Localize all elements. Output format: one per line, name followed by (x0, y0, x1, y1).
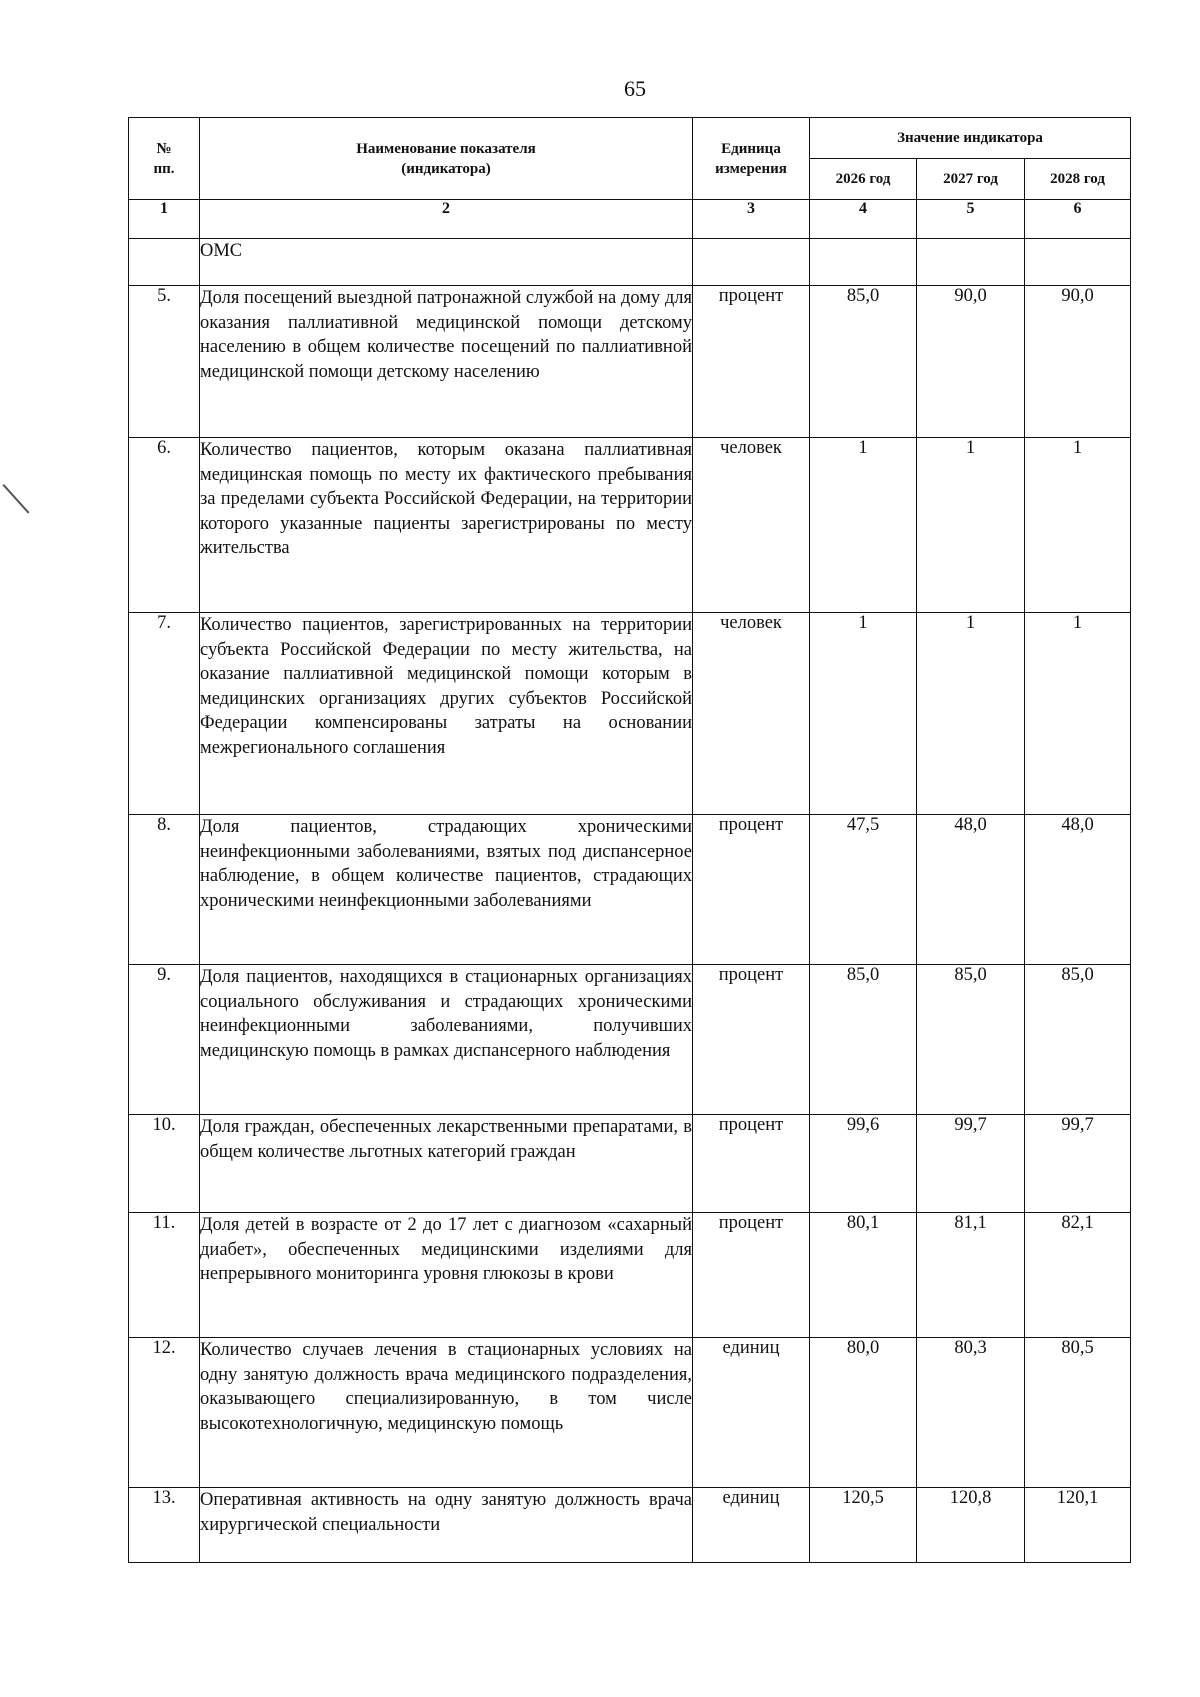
value-2028: 80,5 (1025, 1338, 1131, 1488)
value-2026: 80,0 (810, 1338, 917, 1488)
value-2027: 99,7 (917, 1115, 1025, 1213)
header-year-2028: 2028 год (1025, 159, 1131, 200)
header-indicator-value: Значение индикатора (810, 118, 1131, 159)
indicator-name: Количество пациентов, которым оказана паллиативная медицинская помощь по месту их фактического пребывания за пределами субъекта Российской Федерации, на территории которого указанные пациенты зарегистрированы по месту жительства (200, 438, 693, 613)
header-year-2026: 2026 год (810, 159, 917, 200)
indicator-name: Доля пациентов, находящихся в стационарных организациях социального обслуживания и страдающих хроническими неинфекционными заболеваниями, получивших медицинскую помощь в рамках диспансерного наблюдения (200, 965, 693, 1115)
table-header (129, 118, 1131, 239)
row-number: 6. (129, 438, 200, 613)
row-number: 13. (129, 1488, 200, 1563)
row-number: 10. (129, 1115, 200, 1213)
table-row (129, 1213, 1131, 1338)
table-row (129, 613, 1131, 815)
value-2028: 99,7 (1025, 1115, 1131, 1213)
header-number: № пп. (129, 118, 200, 200)
section-label: ОМС (200, 239, 693, 286)
section-empty-cell (1025, 239, 1131, 286)
header-indicator-name: Наименование показателя (индикатора) (200, 118, 693, 200)
column-number: 6 (1025, 200, 1131, 239)
unit-cell: единиц (693, 1488, 810, 1563)
row-number: 7. (129, 613, 200, 815)
value-2028: 90,0 (1025, 286, 1131, 438)
value-2026: 120,5 (810, 1488, 917, 1563)
value-2027: 90,0 (917, 286, 1025, 438)
column-number: 5 (917, 200, 1025, 239)
table-row (129, 1338, 1131, 1488)
value-2027: 1 (917, 613, 1025, 815)
value-2027: 120,8 (917, 1488, 1025, 1563)
unit-cell: процент (693, 1213, 810, 1338)
section-empty-cell (917, 239, 1025, 286)
unit-cell: процент (693, 815, 810, 965)
table-row (129, 1488, 1131, 1563)
value-2026: 47,5 (810, 815, 917, 965)
indicator-name: Количество случаев лечения в стационарных условиях на одну занятую должность врача медицинского подразделения, оказывающего специализированную, в том числе высокотехнологичную, медицинскую помощь (200, 1338, 693, 1488)
row-number: 11. (129, 1213, 200, 1338)
column-number: 1 (129, 200, 200, 239)
value-2028: 82,1 (1025, 1213, 1131, 1338)
value-2027: 81,1 (917, 1213, 1025, 1338)
value-2026: 1 (810, 613, 917, 815)
row-number: 9. (129, 965, 200, 1115)
unit-cell: процент (693, 286, 810, 438)
unit-cell: человек (693, 613, 810, 815)
table-row (129, 965, 1131, 1115)
value-2026: 99,6 (810, 1115, 917, 1213)
value-2028: 1 (1025, 613, 1131, 815)
section-empty-cell (693, 239, 810, 286)
value-2027: 80,3 (917, 1338, 1025, 1488)
section-empty-cell (129, 239, 200, 286)
value-2026: 85,0 (810, 286, 917, 438)
indicator-name: Оперативная активность на одну занятую должность врача хирургической специальности (200, 1488, 693, 1563)
section-empty-cell (810, 239, 917, 286)
value-2028: 120,1 (1025, 1488, 1131, 1563)
table-row (129, 1115, 1131, 1213)
table-row (129, 438, 1131, 613)
value-2026: 85,0 (810, 965, 917, 1115)
row-number: 12. (129, 1338, 200, 1488)
table-row (129, 286, 1131, 438)
row-number: 5. (129, 286, 200, 438)
value-2028: 1 (1025, 438, 1131, 613)
page-number: 65 (624, 76, 646, 101)
value-2027: 48,0 (917, 815, 1025, 965)
table-row (129, 815, 1131, 965)
unit-cell: процент (693, 965, 810, 1115)
value-2028: 85,0 (1025, 965, 1131, 1115)
indicator-name: Доля посещений выездной патронажной службой на дому для оказания паллиативной медицинской помощи детскому населению в общем количестве посещений по паллиативной медицинской помощи детскому населению (200, 286, 693, 438)
indicator-name: Количество пациентов, зарегистрированных на территории субъекта Российской Федерации по месту жительства, на оказание паллиативной медицинской помощи которым в медицинских организациях других субъектов Российской Федерации компенсированы затраты на основании межрегионального соглашения (200, 613, 693, 815)
value-2027: 1 (917, 438, 1025, 613)
header-year-2027: 2027 год (917, 159, 1025, 200)
value-2026: 80,1 (810, 1213, 917, 1338)
indicator-name: Доля граждан, обеспеченных лекарственными препаратами, в общем количестве льготных категорий граждан (200, 1115, 693, 1213)
unit-cell: процент (693, 1115, 810, 1213)
header-unit: Единица измерения (693, 118, 810, 200)
column-number: 3 (693, 200, 810, 239)
column-number: 4 (810, 200, 917, 239)
column-number-row (129, 200, 1131, 239)
value-2027: 85,0 (917, 965, 1025, 1115)
unit-cell: единиц (693, 1338, 810, 1488)
indicator-name: Доля пациентов, страдающих хроническими неинфекционными заболеваниями, взятых под диспансерное наблюдение, в общем количестве пациентов, страдающих хроническими неинфекционными заболеваниями (200, 815, 693, 965)
section-row (129, 239, 1131, 286)
value-2028: 48,0 (1025, 815, 1131, 965)
value-2026: 1 (810, 438, 917, 613)
table-body (129, 239, 1131, 1563)
row-number: 8. (129, 815, 200, 965)
scan-stray-mark (3, 484, 30, 513)
indicator-table (128, 117, 1131, 1563)
indicator-name: Доля детей в возрасте от 2 до 17 лет с диагнозом «сахарный диабет», обеспеченных медицинскими изделиями для непрерывного мониторинга уровня глюкозы в крови (200, 1213, 693, 1338)
unit-cell: человек (693, 438, 810, 613)
column-number: 2 (200, 200, 693, 239)
